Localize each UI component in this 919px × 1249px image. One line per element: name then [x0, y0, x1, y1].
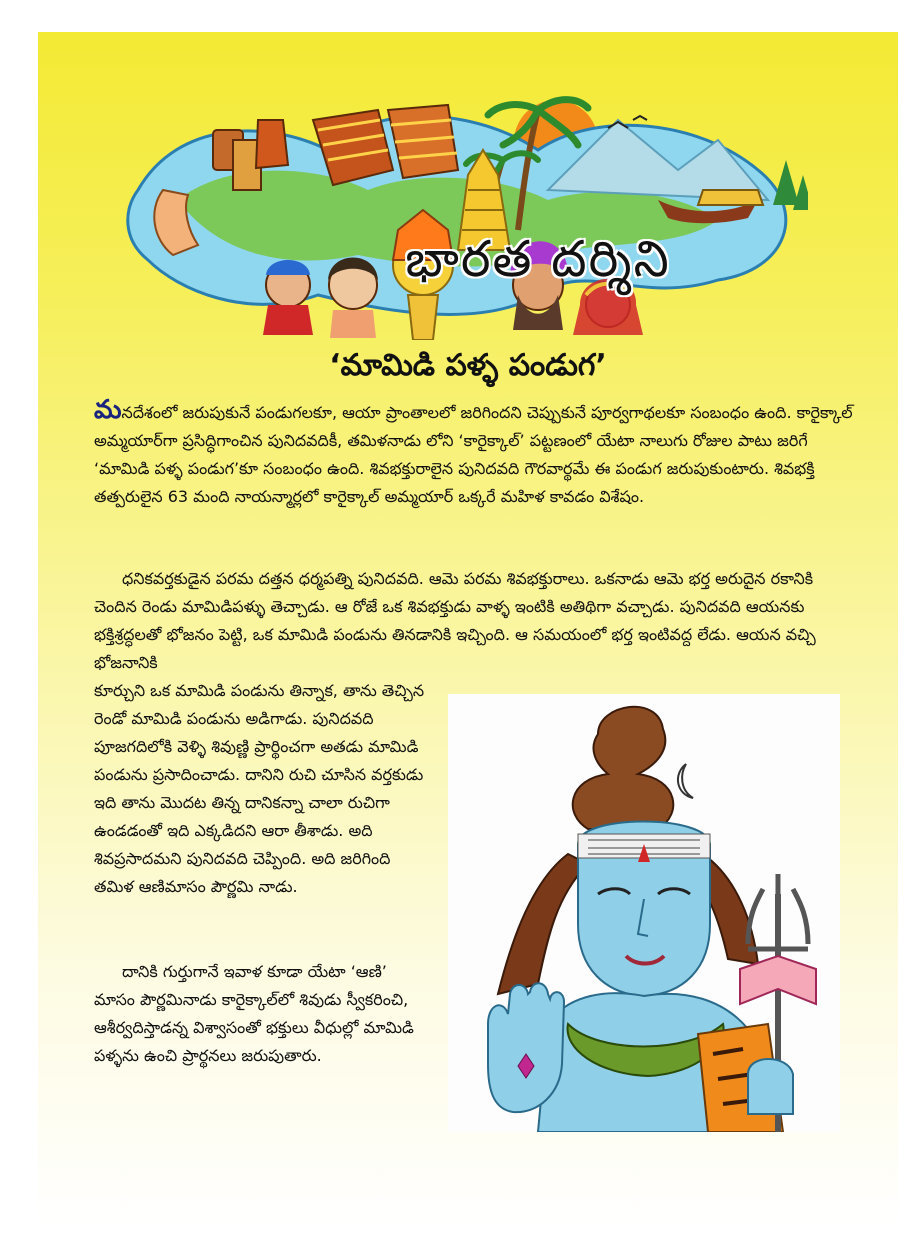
- paragraph-intro: [94, 396, 854, 511]
- houseboat-icon: [698, 190, 763, 205]
- paragraph-festival: దానికి గుర్తుగానే ఇవాళ కూడా యేటా ‘ఆణి’ మాసం పౌర్ణమినాడు కారైక్కాల్‌లో శివుడు స్వీకరించి, ఆశీర్వదిస్తాడన్న విశ్వాసంతో భక్తులు వీధుల్లో మామిడి పళ్ళను ఉంచి ప్రార్థనలు జరుపుతారు.: [94, 962, 414, 1065]
- paragraph-intro-text: నదేశంలో జరుపుకునే పండుగలకూ, ఆయా ప్రాంతాలలో జరిగిందని చెప్పుకునే పూర్వగాథలకూ సంబంధం ఉంది. కారైక్కాల్ అమ్మయార్‌గా ప్రసిద్ధిగాంచిన పునిదవదికీ, తమిళనాడు లోని ‘కారైక్కాల్’ పట్టణంలో యేటా నాలుగు రోజుల పాటు జరిగే ‘మామిడి పళ్ళ పండుగ’కూ సంబంధం ఉంది. శివభక్తురాలైన పునిదవది గౌరవార్థమే ఈ పండుగ జరుపుకుంటారు. శివభక్తి తత్పరులైన 63 మంది నాయన్మార్లలో కారైక్కాల్ అమ్మయార్ ఒక్కరే మహిళ కావడం విశేషం.: [94, 403, 853, 506]
- magazine-page: [38, 32, 898, 1227]
- paragraph-miracle: కూర్చుని ఒక మామిడి పండును తిన్నాక, తాను తెచ్చిన రెండో మామిడి పండును అడిగాడు. పునిదవది పూజగదిలోకి వెళ్ళి శివుణ్ణి ప్రార్థించగా అతడు మామిడి పండును ప్రసాదించాడు. దానిని రుచి చూసిన వర్తకుడు ఇది తాను మొదట తిన్న దానికన్నా చాలా రుచిగా ఉండడంతో ఇది ఎక్కడిదని ఆరా తీశాడు. అది శివప్రసాదమని పునిదవది చెప్పింది. అది జరిగింది తమిళ ఆణిమాసం పౌర్ణమి నాడు.: [94, 681, 425, 896]
- bharata-darshini-banner: [118, 80, 808, 340]
- paragraph-story: ధనికవర్తకుడైన పరమ దత్తన ధర్మపత్ని పునిదవది. ఆమె పరమ శివభక్తురాలు. ఒకనాడు ఆమె భర్త అరుదైన రకానికి చెందిన రెండు మామిడిపళ్ళు తెచ్చాడు. ఆ రోజే ఒక శివభక్తుడు వాళ్ళ ఇంటికి అతిథిగా వచ్చాడు. పునిదవది ఆయనకు భక్తిశ్రద్ధలతో భోజనం పెట్టి, ఒక మామిడి పండును తినడానికి ఇచ్చింది. ఆ సమయంలో భర్త ఇంటివద్ద లేడు. ఆయన వచ్చి భోజనానికి: [94, 569, 816, 672]
- shiva-figure: [448, 694, 840, 1132]
- tree-icon: [773, 160, 808, 210]
- drop-cap: మ: [94, 395, 122, 425]
- article-title: ‘మామిడి పళ్ళ పండుగ’: [329, 348, 607, 383]
- holding-hand: [748, 1059, 793, 1114]
- shiva-illustration: [448, 694, 840, 1132]
- banner-title: భారత దర్శిని: [405, 230, 671, 288]
- banner-illustration: [118, 80, 808, 340]
